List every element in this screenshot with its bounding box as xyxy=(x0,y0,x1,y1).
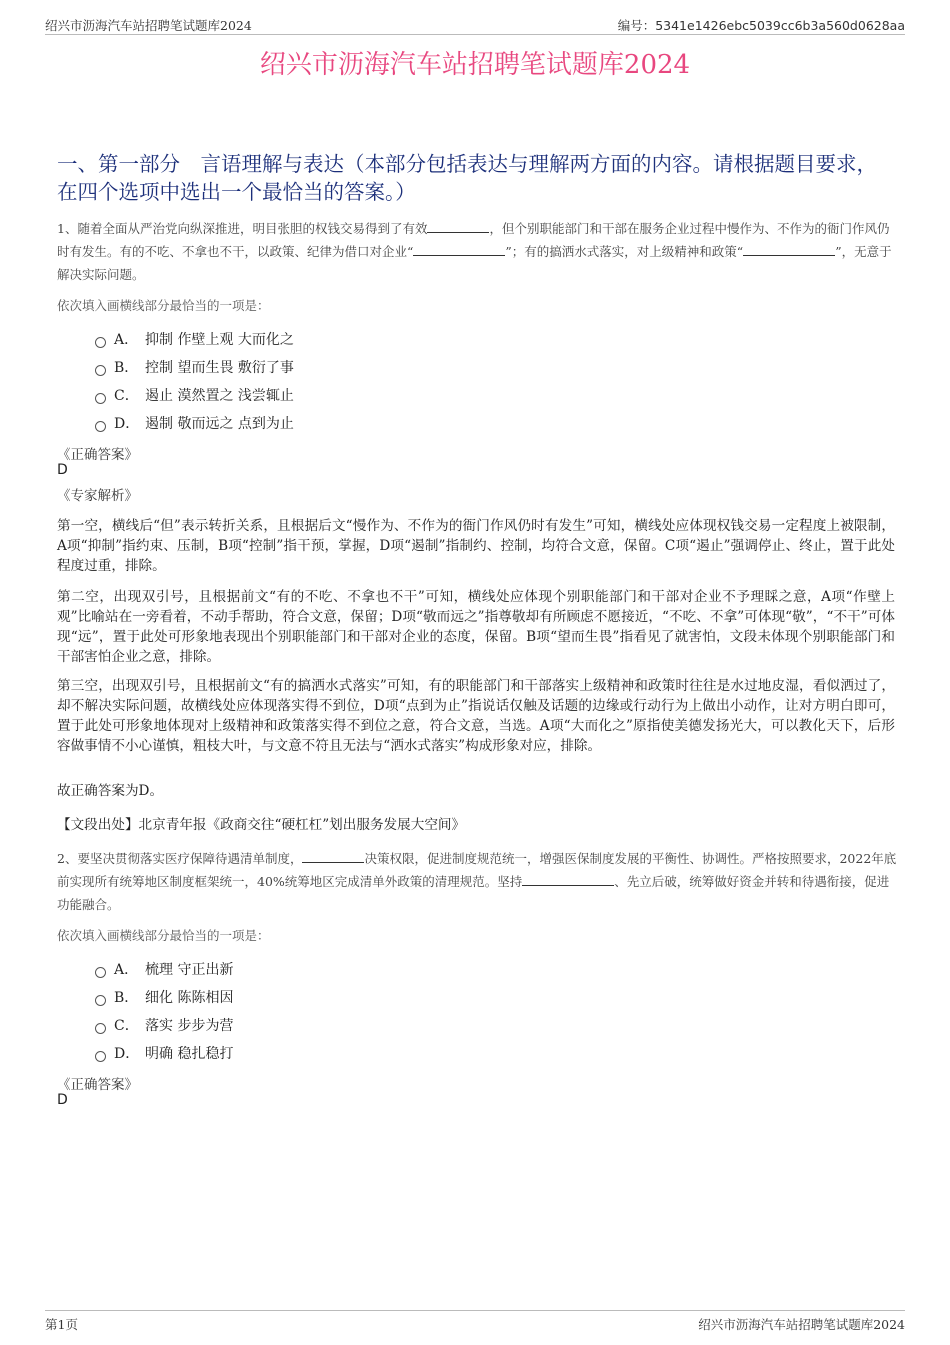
analysis-conclusion: 故正确答案为D。 xyxy=(57,783,164,799)
question-1-options xyxy=(95,325,294,437)
question-1-text: 1、随着全面从严治党向纵深推进，明目张胆的权钱交易得到了有效 ，但个别职能部门和干部在服务企业过程中慢作为、不作为的衙门作风仍时有发生。有的不吃、不拿也不干，以政策、纪律为借口对企业“ ”；有的搞洒水式落实，对上级精神和政策“ ”，无意于解决实际问题。 xyxy=(57,217,897,286)
option-c[interactable]: C． 落实 步步为营 xyxy=(95,1011,233,1039)
analysis-paragraph-3: 第三空，出现双引号，且根据前文“有的搞洒水式落实”可知，有的职能部门和干部落实上级精神和政策时往往是水过地皮湿，看似洒过了，却不解决实际问题，故横线处应体现落实得不到位，D项“点到为止”指说话仅触及话题的边缘或行动行为上做出小动作，让对方明白即可，置于此处可形象地体现对上级精神和政策落实得不到位之意，符合文意，当选。A项“大而化之”原指使美德发扬光大，可以教化天下，后形容做事情不小心谨慎，粗枝大叶，与文意不符且无法与“洒水式落实”构成形象对应，排除。 xyxy=(57,678,895,754)
page-header xyxy=(45,14,905,35)
option-c[interactable]: C． 遏止 漠然置之 浅尝辄止 xyxy=(95,381,294,409)
radio-icon[interactable] xyxy=(95,365,106,376)
radio-icon[interactable] xyxy=(95,1051,106,1062)
answer-value: D xyxy=(57,1092,68,1108)
section-heading: 一、第一部分 言语理解与表达（本部分包括表达与理解两方面的内容。请根据题目要求，在四个选项中选出一个最恰当的答案。） xyxy=(57,152,877,204)
blank-1 xyxy=(302,848,364,863)
answer-value: D xyxy=(57,462,68,478)
radio-icon[interactable] xyxy=(95,967,106,978)
radio-icon[interactable] xyxy=(95,995,106,1006)
analysis-paragraph-2: 第二空，出现双引号，且根据前文“有的不吃、不拿也不干”可知，横线处应体现个别职能部门和干部对企业不予理睬之意，A项“作壁上观”比喻站在一旁看着，不动手帮助，符合文意，保留；D项“敬而远之”指尊敬却有所顾虑不愿接近，“不吃、不拿”可体现“敬”，“不干”可体现“远”，置于此处可形象地表现出个别职能部门和干部对企业的态度，保留。B项“望而生畏”指看见了就害怕，文段未体现个别职能部门和干部害怕企业之意，排除。 xyxy=(57,589,895,665)
radio-icon[interactable] xyxy=(95,393,106,404)
blank-3 xyxy=(743,241,835,256)
blank-2 xyxy=(413,241,505,256)
answer-label: 《正确答案》 xyxy=(57,1077,138,1093)
option-b[interactable]: B． 控制 望而生畏 敷衍了事 xyxy=(95,353,294,381)
radio-icon[interactable] xyxy=(95,1023,106,1034)
radio-icon[interactable] xyxy=(95,421,106,432)
question-1-instruction: 依次填入画横线部分最恰当的一项是： xyxy=(57,298,270,313)
source-citation: 【文段出处】北京青年报《政商交往“硬杠杠”划出服务发展大空间》 xyxy=(57,817,466,833)
page-footer xyxy=(45,1310,905,1332)
question-2-instruction: 依次填入画横线部分最恰当的一项是： xyxy=(57,928,270,943)
header-doc-name: 绍兴市沥海汽车站招聘笔试题库2024 xyxy=(45,18,252,33)
header-doc-code: 编号：5341e1426ebc5039cc6b3a560d0628aa xyxy=(617,18,905,33)
radio-icon[interactable] xyxy=(95,337,106,348)
question-2-options xyxy=(95,955,233,1067)
blank-2 xyxy=(522,871,614,886)
document-title: 绍兴市沥海汽车站招聘笔试题库2024 xyxy=(259,50,691,80)
analysis-label: 《专家解析》 xyxy=(57,488,138,504)
page-number: 第1页 xyxy=(45,1317,78,1332)
footer-doc-name: 绍兴市沥海汽车站招聘笔试题库2024 xyxy=(698,1317,905,1332)
question-2-text: 2、要坚决贯彻落实医疗保障待遇清单制度， 决策权限，促进制度规范统一，增强医保制度发展的平衡性、协调性。严格按照要求，2022年底前实现所有统筹地区制度框架统一，40%统筹地区完成清单外政策的清理规范。坚持 、先立后破，统筹做好资金并转和待遇衔接，促进功能融合。 xyxy=(57,847,897,916)
answer-label: 《正确答案》 xyxy=(57,447,138,463)
option-d[interactable]: D． 明确 稳扎稳打 xyxy=(95,1039,233,1067)
blank-1 xyxy=(427,218,489,233)
analysis-paragraph-1: 第一空，横线后“但”表示转折关系，且根据后文“慢作为、不作为的衙门作风仍时有发生”可知，横线处应体现权钱交易一定程度上被限制，A项“抑制”指约束、压制，B项“控制”指干预，掌握，D项“遏制”指制约、控制，均符合文意，保留。C项“遏止”强调停止、终止，置于此处程度过重，排除。 xyxy=(57,518,895,574)
option-d[interactable]: D． 遏制 敬而远之 点到为止 xyxy=(95,409,294,437)
option-b[interactable]: B． 细化 陈陈相因 xyxy=(95,983,233,1011)
option-a[interactable]: A． 梳理 守正出新 xyxy=(95,955,233,983)
option-a[interactable]: A． 抑制 作壁上观 大而化之 xyxy=(95,325,294,353)
